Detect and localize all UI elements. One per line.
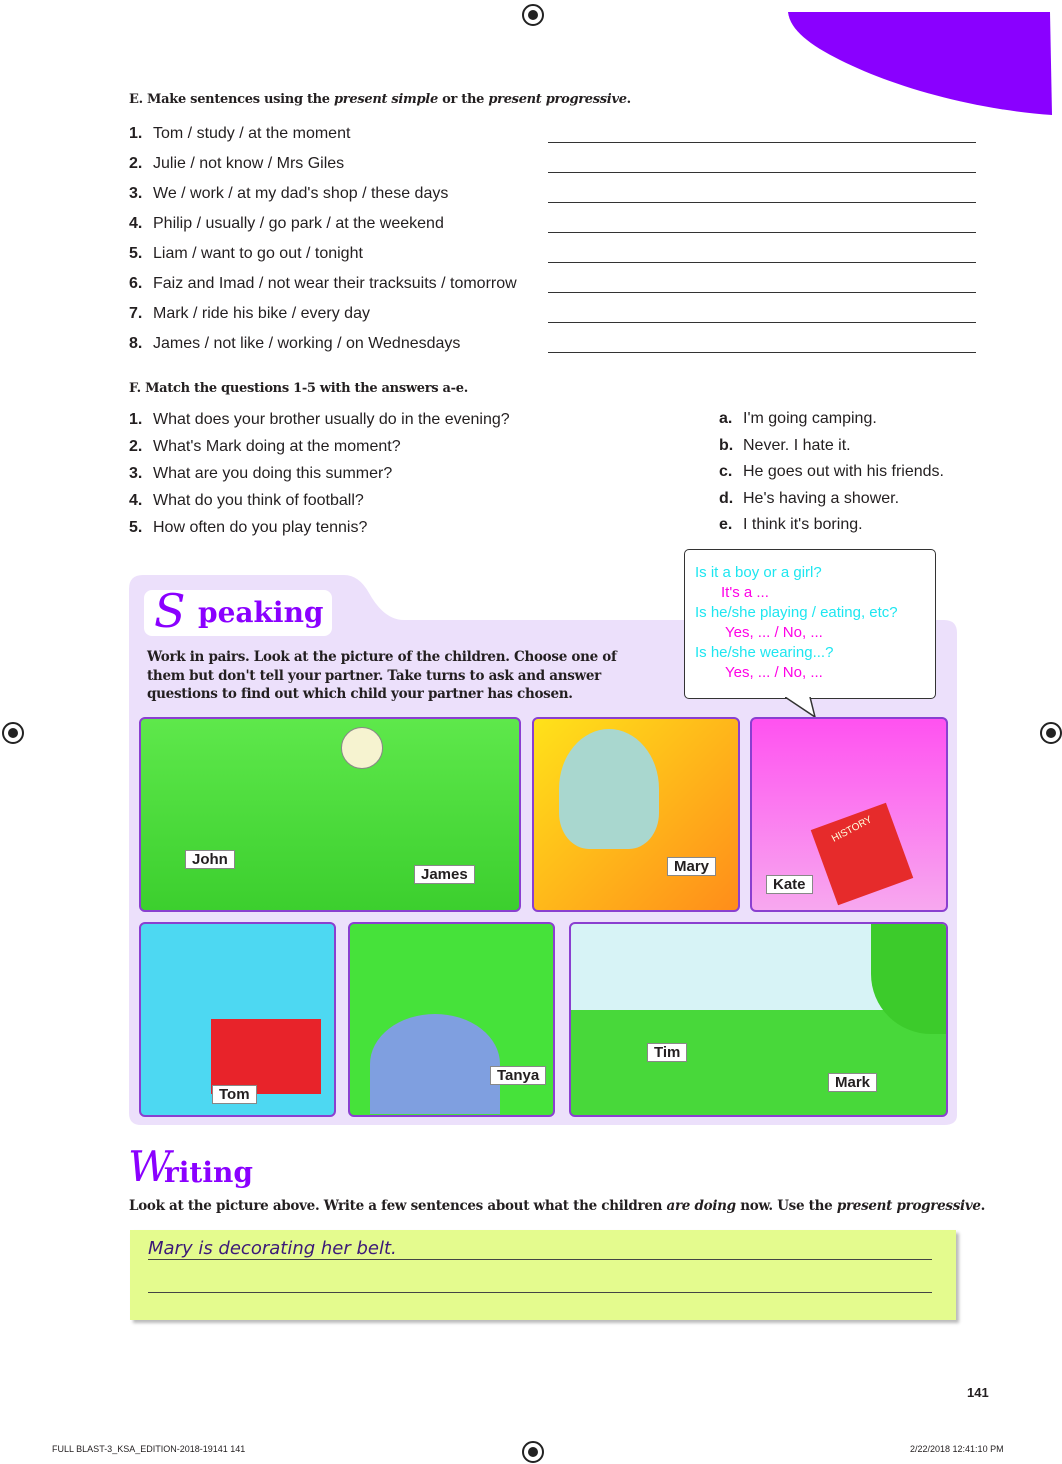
bubble-answer: It's a ... bbox=[721, 584, 769, 601]
item-letter: e. bbox=[719, 516, 733, 533]
item-number: 2. bbox=[129, 155, 143, 172]
item-text: Mark / ride his bike / every day bbox=[153, 305, 370, 322]
bubble-question: Is he/she wearing...? bbox=[695, 644, 834, 661]
exercise-e-item bbox=[129, 215, 444, 233]
item-number: 2. bbox=[129, 438, 143, 455]
item-number: 3. bbox=[129, 185, 143, 202]
bubble-answer: Yes, ... / No, ... bbox=[725, 664, 823, 681]
exercise-e-item bbox=[129, 305, 370, 323]
answer-line[interactable] bbox=[548, 292, 976, 293]
item-text: Philip / usually / go park / at the weekend bbox=[153, 215, 444, 232]
exercise-e-item bbox=[129, 185, 448, 203]
item-number: 4. bbox=[129, 492, 143, 509]
writing-example: Mary is decorating her belt. bbox=[148, 1238, 397, 1259]
item-text: Faiz and Imad / not wear their tracksuits / tomorrow bbox=[153, 275, 517, 292]
picture-mary bbox=[532, 717, 740, 912]
item-text: What are you doing this summer? bbox=[153, 465, 393, 482]
item-text: What does your brother usually do in the evening? bbox=[153, 411, 510, 428]
item-text: What's Mark doing at the moment? bbox=[153, 438, 401, 455]
item-text: Liam / want to go out / tonight bbox=[153, 245, 363, 262]
answer-line[interactable] bbox=[548, 202, 976, 203]
speech-bubble bbox=[684, 549, 936, 699]
item-number: 8. bbox=[129, 335, 143, 352]
item-letter: a. bbox=[719, 410, 733, 427]
exercise-e-item bbox=[129, 245, 363, 263]
item-text: Tom / study / at the moment bbox=[153, 125, 351, 142]
item-number: 4. bbox=[129, 215, 143, 232]
label-tim: Tim bbox=[647, 1043, 687, 1062]
item-text: Julie / not know / Mrs Giles bbox=[153, 155, 345, 172]
label-mary: Mary bbox=[667, 857, 716, 876]
writing-box bbox=[130, 1230, 956, 1320]
item-text: I think it's boring. bbox=[743, 516, 863, 533]
item-number: 7. bbox=[129, 305, 143, 322]
label-tanya: Tanya bbox=[490, 1066, 546, 1085]
item-text: James / not like / working / on Wednesdays bbox=[153, 335, 461, 352]
bubble-question: Is it a boy or a girl? bbox=[695, 564, 822, 581]
item-number: 1. bbox=[129, 411, 143, 428]
answer-item bbox=[719, 463, 944, 481]
writing-instructions: Look at the picture above. Write a few sentences about what the children are doing now. Use the present progressive. bbox=[129, 1198, 986, 1214]
item-number: 5. bbox=[129, 519, 143, 536]
registration-mark-icon bbox=[522, 1441, 544, 1463]
exercise-e-item bbox=[129, 275, 517, 293]
item-number: 1. bbox=[129, 125, 143, 142]
answer-line[interactable] bbox=[548, 142, 976, 143]
speaking-instructions: Work in pairs. Look at the picture of the children. Choose one of them but don't tell your partner. Take turns to ask and answer questions to find out which child your partner has chosen. bbox=[147, 649, 617, 702]
answer-line bbox=[148, 1259, 932, 1260]
label-kate: Kate bbox=[766, 875, 813, 894]
question-item bbox=[129, 438, 401, 456]
item-text: Never. I hate it. bbox=[743, 436, 851, 454]
exercise-e-item bbox=[129, 155, 344, 173]
item-text: What do you think of football? bbox=[153, 492, 364, 509]
item-text: He's having a shower. bbox=[743, 489, 900, 507]
item-text: I'm going camping. bbox=[743, 410, 877, 427]
exercise-f-title: F. Match the questions 1-5 with the answers a-e. bbox=[129, 381, 468, 396]
speaking-heading: S peaking bbox=[144, 590, 332, 636]
picture-tanya bbox=[348, 922, 555, 1117]
label-james: James bbox=[414, 865, 475, 884]
bubble-question: Is he/she playing / eating, etc? bbox=[695, 604, 898, 621]
item-number: 3. bbox=[129, 465, 143, 482]
answer-line[interactable] bbox=[548, 352, 976, 353]
label-tom: Tom bbox=[212, 1085, 257, 1104]
item-number: 5. bbox=[129, 245, 143, 262]
label-mark: Mark bbox=[828, 1073, 877, 1092]
registration-mark-icon bbox=[1040, 722, 1062, 744]
answer-item bbox=[719, 516, 863, 534]
item-text: How often do you play tennis? bbox=[153, 519, 368, 536]
answer-item bbox=[719, 410, 877, 428]
exercise-e-title: E. Make sentences using the present simple or the present progressive. bbox=[129, 92, 631, 107]
item-number: 6. bbox=[129, 275, 143, 292]
question-item bbox=[129, 411, 510, 429]
item-text: We / work / at my dad's shop / these days bbox=[153, 185, 449, 202]
registration-mark-icon bbox=[2, 722, 24, 744]
footer-right: 2/22/2018 12:41:10 PM bbox=[910, 1444, 1004, 1454]
corner-decoration bbox=[780, 0, 1062, 130]
answer-item bbox=[719, 437, 851, 455]
answer-line[interactable] bbox=[548, 262, 976, 263]
question-item bbox=[129, 465, 392, 483]
item-letter: b. bbox=[719, 436, 734, 454]
picture-tim-mark bbox=[569, 922, 948, 1117]
answer-line[interactable] bbox=[548, 232, 976, 233]
speech-bubble-tail bbox=[785, 697, 820, 719]
registration-mark-icon bbox=[522, 4, 544, 26]
exercise-e-item bbox=[129, 125, 350, 143]
exercise-e-item bbox=[129, 335, 460, 353]
question-item bbox=[129, 519, 367, 537]
footer-left: FULL BLAST-3_KSA_EDITION-2018-19141 141 bbox=[52, 1444, 246, 1454]
label-john: John bbox=[185, 850, 235, 869]
picture-kate: HISTORY bbox=[750, 717, 948, 912]
answer-line[interactable] bbox=[548, 322, 976, 323]
item-letter: d. bbox=[719, 489, 734, 507]
answer-item bbox=[719, 490, 899, 508]
writing-heading: W riting bbox=[128, 1142, 253, 1191]
item-letter: c. bbox=[719, 463, 733, 480]
question-item bbox=[129, 492, 364, 510]
bubble-answer: Yes, ... / No, ... bbox=[725, 624, 823, 641]
page-number: 141 bbox=[967, 1385, 989, 1400]
answer-line bbox=[148, 1292, 932, 1293]
item-text: He goes out with his friends. bbox=[743, 463, 944, 480]
answer-line[interactable] bbox=[548, 172, 976, 173]
